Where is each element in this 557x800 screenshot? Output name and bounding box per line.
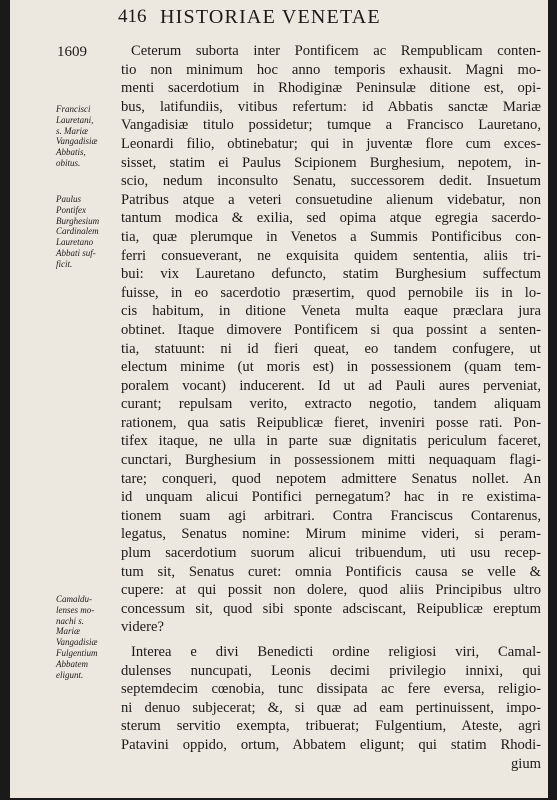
text-line: concessum sit, quod sibi sponte adsciscant, Reipublicæ ereptum (121, 600, 541, 617)
book-page (10, 0, 548, 798)
margin-note-burghesium (56, 194, 114, 270)
text-line: scio, nedum inconsulto Senatu, successorem dedit. Insuetum (121, 173, 541, 190)
margin-note-camaldulenses (56, 594, 114, 680)
margin-note-line: ficit. (56, 258, 73, 269)
margin-note-line: Mariæ (56, 626, 81, 637)
margin-note-lauretani-obitus (56, 104, 114, 169)
margin-note-line: Abbatis, (56, 147, 86, 158)
margin-note-line: Camaldu- (56, 594, 92, 604)
text-line: rationem, qua satis Reipublicæ fieret, inveniri posse rati. Pon- (121, 414, 541, 431)
text-line: ferri consueverant, ne exquisita quidem sententia, aliis tri- (121, 247, 541, 264)
text-line: legatus, Senatus nomine: Mirum minime videri, si peram- (121, 526, 541, 543)
text-line: fuisse, in eo sacerdotio præsertim, quod pernobile iis in lo- (121, 284, 541, 301)
text-line: tare; conqueri, quod nepotem admittere Senatus nollet. An (121, 470, 541, 487)
main-text (121, 42, 541, 773)
text-line: obtinet. Itaque dimovere Pontificem si qua possint a senten- (121, 321, 541, 338)
margin-note-line: Fulgentium (56, 647, 98, 658)
margin-note-line: Vangadisiæ (56, 136, 98, 147)
text-line: tifex itaque, ne ulla in parte suæ dignitatis periculum faceret, (121, 433, 541, 450)
margin-note-line: nachi s. (56, 615, 84, 626)
text-line: dulenses nuncupati, Leonis decimi privilegio innixi, qui (121, 662, 541, 679)
text-line: cunctari, Burghesium in possessionem mitti nequaquam flagi- (121, 452, 541, 469)
paragraph-1 (121, 42, 541, 637)
text-line: id unquam alicui Pontifici pernegatum? hac in re existima- (121, 489, 541, 506)
text-line: bui: vix Lauretano defuncto, statim Burghesium suffectum (121, 266, 541, 283)
margin-note-line: Paulus (56, 194, 82, 204)
text-line: cis habitum, in ditione Veneta multa eaque præclara jura (121, 303, 541, 320)
text-line: videre? (121, 619, 164, 636)
margin-note-line: eligunt. (56, 669, 84, 680)
text-line: electum minime (ut moris est) in possessionem (quam tem- (121, 359, 541, 376)
text-line: bus, latifundiis, vitibus refertum: id Abbatis sanctæ Mariæ (121, 98, 541, 115)
margin-note-line: Abbati suf- (56, 247, 96, 258)
text-line: cupere: at qui possit non dolere, quod aliis Principibus ultro (121, 582, 541, 599)
text-line: Patavini oppido, ortum, Abbatem eligunt; qui statim Rhodi- (121, 736, 541, 753)
text-line: Leonardi filio, obtinebatur; qui in juventæ flore cum exces- (121, 135, 541, 152)
margin-note-line: Abbatem (56, 658, 88, 669)
margin-note-line: Lauretano (56, 237, 94, 248)
text-line: Interea e divi Benedicti ordine religiosi viri, Camal- (131, 644, 541, 660)
text-line: Vangadisiæ titulo possidetur; tumque a Francisco Lauretano, (121, 117, 541, 134)
page-header (10, 4, 548, 32)
margin-note-line: Pontifex (56, 204, 86, 215)
text-line: ni denuo subjecerat; &, si quæ ad eam pertinuissent, impo- (121, 699, 541, 716)
margin-note-line: Francisci (56, 104, 91, 114)
running-title: HISTORIAE VENETAE (160, 6, 381, 28)
text-line: septemdecim cœnobia, tunc dissipata ac fere eversa, religio- (121, 681, 541, 698)
margin-note-line: lenses mo- (56, 604, 95, 615)
text-line: plum sacerdotium suorum alicui tribuendum, uti usu recep- (121, 545, 541, 562)
text-line: tum sit, Senatus curet: omnia Pontificis causa se velle & (121, 563, 541, 580)
margin-note-line: Lauretani, (56, 114, 94, 125)
text-line: sisset, statim ei Paulus Scipionem Burghesium, nepotem, in- (121, 154, 541, 171)
text-line: tia, statuunt: ni id fieri queat, eo tandem confugere, ut (121, 340, 541, 357)
text-line: Patribus atque a veteri consuetudine alienum videbatur, non (121, 191, 541, 208)
text-line: curant; repulsam verito, extracto negotio, tandem aliquam (121, 396, 541, 413)
text-line: tantum modica & exilia, sed opima atque egregia sacerdo- (121, 210, 541, 227)
text-line: sterum servitio exempta, tribuerat; Fulgentium, Ateste, agri (121, 718, 541, 735)
page-number: 416 (118, 6, 147, 27)
margin-note-line: Vangadisiæ (56, 637, 98, 648)
text-line: tionem suam agi arbitrari. Contra Franciscus Contarenus, (121, 507, 541, 524)
paragraph-2 (121, 643, 541, 773)
text-line: tia, quæ plerumque in Venetos a Summis Pontificibus con- (121, 228, 541, 245)
text-line: gium (511, 755, 541, 772)
margin-year: 1609 (57, 44, 87, 60)
margin-note-line: s. Mariæ (56, 125, 89, 136)
text-line: tio non minimum hoc anno temporis exhausit. Magni mo- (121, 61, 541, 78)
text-line: Ceterum suborta inter Pontificem ac Rempublicam conten- (131, 43, 541, 59)
margin-note-line: Cardinalem (56, 226, 99, 237)
margin-note-line: Burghesium (56, 215, 100, 226)
text-line: menti sacerdotium in Rhodiginæ Peninsulæ ditione est, opi- (121, 80, 541, 97)
margin-note-line: obitus. (56, 157, 81, 168)
text-line: poralem vocant) inducerent. Id ut ad Pauli aures perveniat, (121, 377, 541, 394)
